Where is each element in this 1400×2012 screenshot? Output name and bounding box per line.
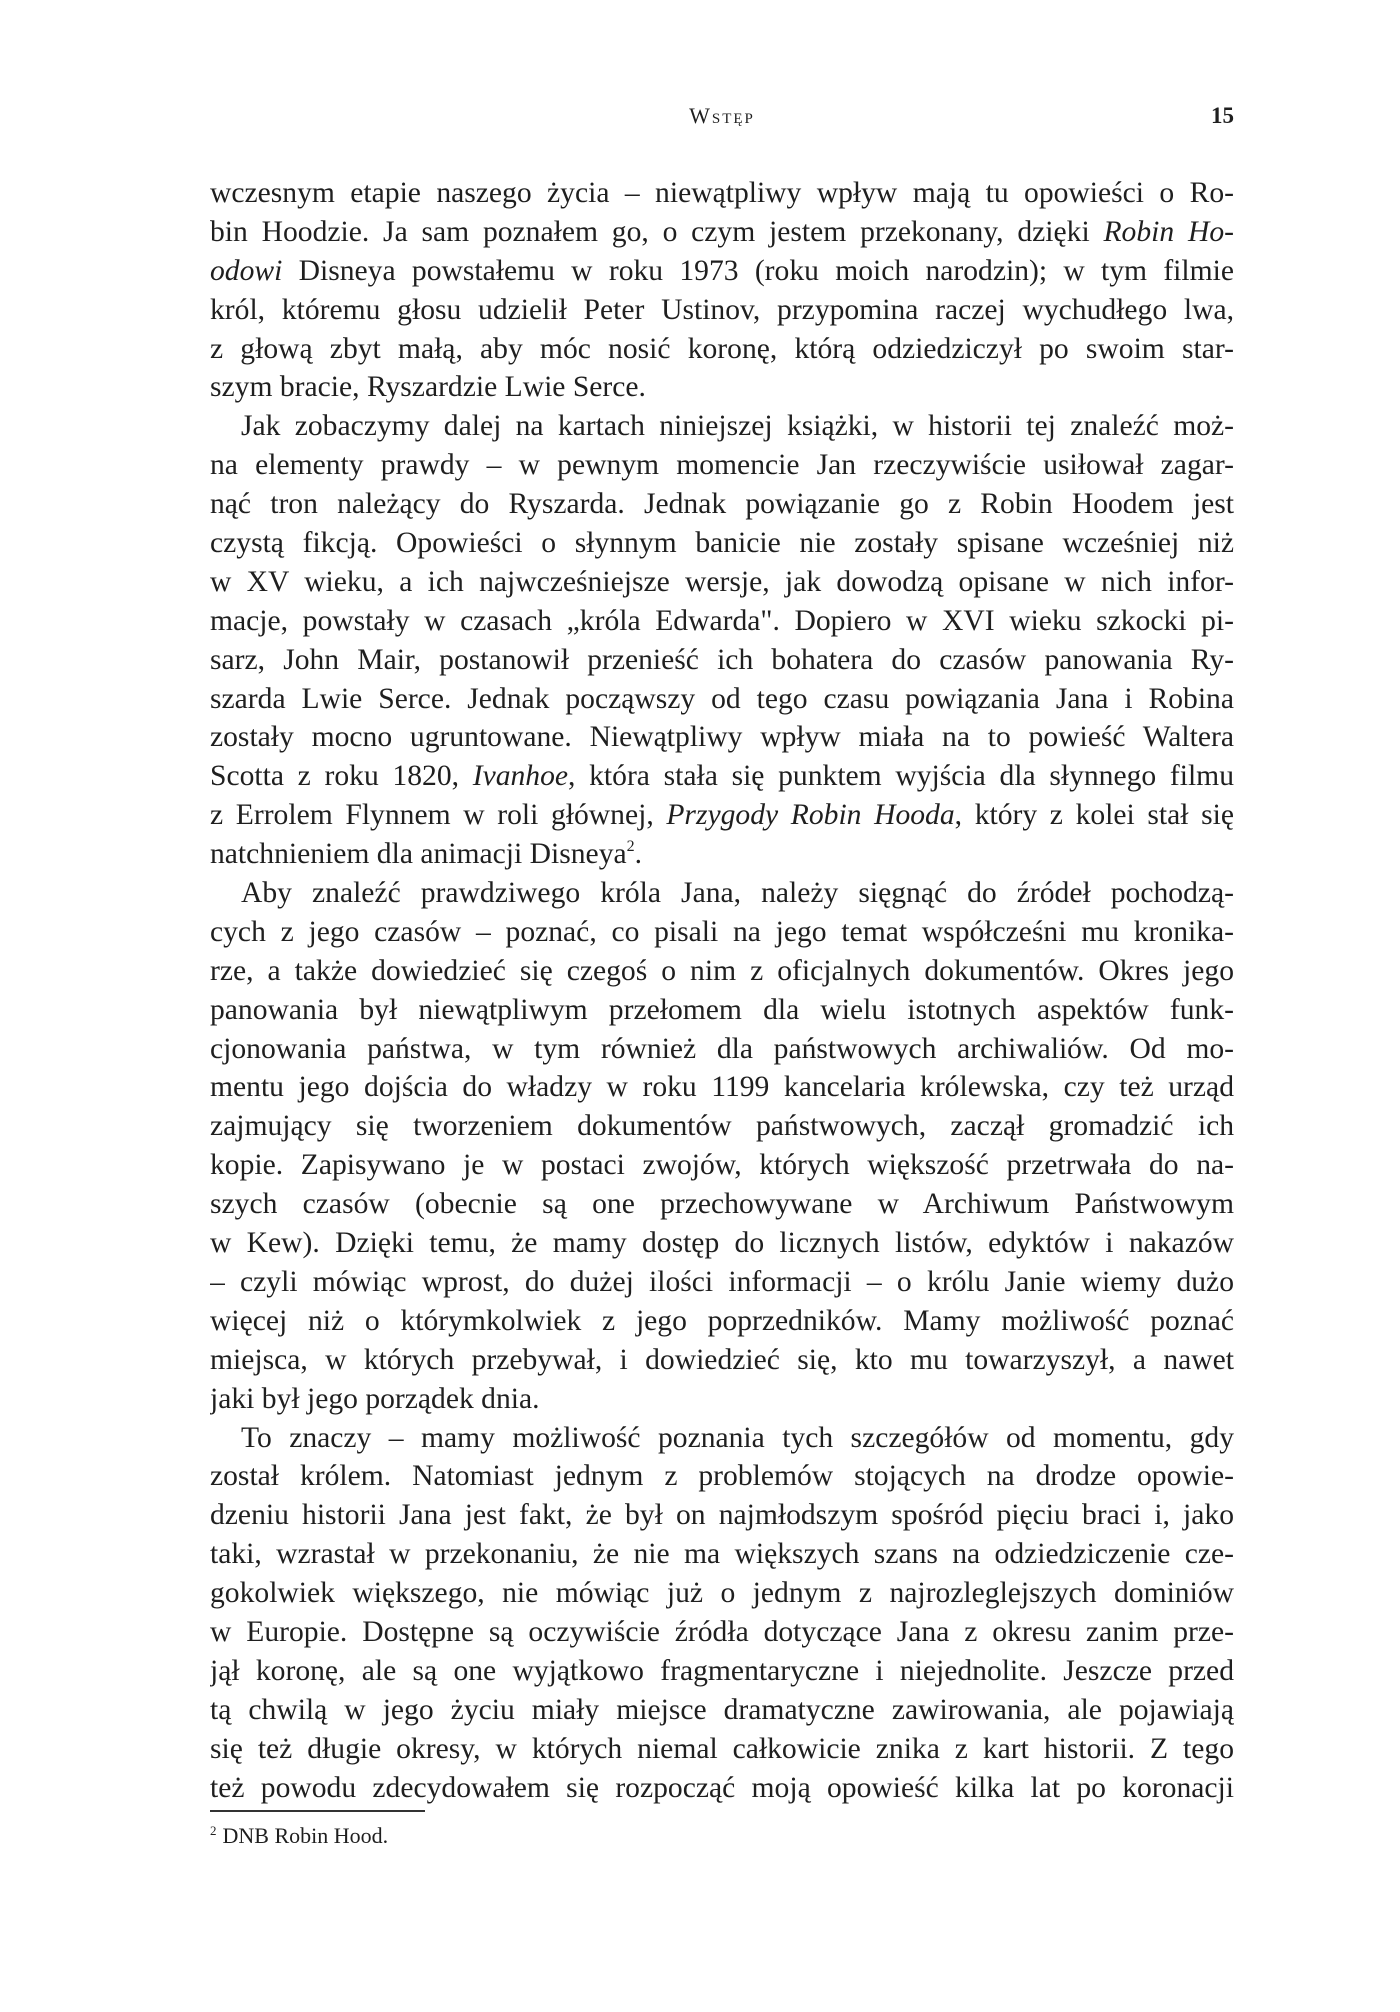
text-segment: , która stała się punktem wyjścia dla słynnego filmu bbox=[568, 760, 1234, 793]
footnote-marker: 2 bbox=[210, 1823, 217, 1838]
text-segment: mentu jego dojścia do władzy w roku 1199 kancelaria królewska, czy też urząd bbox=[210, 1071, 1234, 1104]
text-line bbox=[210, 874, 1234, 913]
text-line bbox=[210, 252, 1234, 291]
text-line bbox=[210, 1068, 1234, 1107]
text-line bbox=[210, 1457, 1234, 1496]
text-segment: To znaczy – mamy możliwość poznania tych szczegółów od momentu, gdy bbox=[241, 1421, 1234, 1454]
text-segment: się też długie okresy, w których niemal całkowicie znika z kart historii. Z tego bbox=[210, 1732, 1234, 1765]
text-line bbox=[210, 1380, 1234, 1419]
text-segment: Disneya powstałemu w roku 1973 (roku moich narodzin); w tym filmie bbox=[282, 254, 1234, 287]
text-line bbox=[210, 1146, 1234, 1185]
footnote-reference: 2 bbox=[626, 838, 635, 856]
text-line bbox=[210, 1496, 1234, 1535]
text-segment: cych z jego czasów – poznać, co pisali na jego temat współcześni mu kronika- bbox=[210, 915, 1234, 948]
text-segment: bin Hoodzie. Ja sam poznałem go, o czym jestem przekonany, dzięki bbox=[210, 215, 1104, 248]
text-line bbox=[210, 757, 1234, 796]
text-segment: tą chwilą w jego życiu miały miejsce dramatyczne zawirowania, ale pojawiają bbox=[210, 1693, 1234, 1726]
text-line bbox=[210, 291, 1234, 330]
text-segment: w Europie. Dostępne są oczywiście źródła dotyczące Jana z okresu zanim prze- bbox=[210, 1615, 1234, 1648]
text-line bbox=[210, 1652, 1234, 1691]
text-segment: Aby znaleźć prawdziwego króla Jana, należy sięgnąć do źródeł pochodzą- bbox=[241, 877, 1234, 910]
italic-text: Ivanhoe bbox=[472, 760, 569, 793]
text-segment: jął koronę, ale są one wyjątkowo fragmentaryczne i niejednolite. Jeszcze przed bbox=[210, 1654, 1234, 1687]
text-segment: na elementy prawdy – w pewnym momencie Jan rzeczywiście usiłował zagar- bbox=[210, 449, 1234, 482]
text-segment: szarda Lwie Serce. Jednak począwszy od tego czasu powiązania Jana i Robina bbox=[210, 682, 1234, 715]
text-segment: natchnieniem dla animacji Disneya bbox=[210, 838, 627, 871]
text-line bbox=[210, 991, 1234, 1030]
text-line bbox=[210, 1613, 1234, 1652]
text-line bbox=[210, 1691, 1234, 1730]
text-line bbox=[210, 952, 1234, 991]
text-line bbox=[210, 368, 1234, 407]
text-segment: w XV wieku, a ich najwcześniejsze wersje, jak dowodzą opisane w nich infor- bbox=[210, 565, 1234, 598]
text-line bbox=[210, 407, 1234, 446]
text-line bbox=[210, 446, 1234, 485]
text-segment: sarz, John Mair, postanowił przenieść ich bohatera do czasów panowania Ry- bbox=[210, 643, 1234, 676]
text-segment: Scotta z roku 1820, bbox=[210, 760, 473, 793]
running-head bbox=[210, 103, 1234, 135]
text-segment: został królem. Natomiast jednym z problemów stojących na drodze opowie- bbox=[210, 1460, 1234, 1493]
text-segment: – czyli mówiąc wprost, do dużej ilości informacji – o królu Janie wiemy dużo bbox=[210, 1265, 1234, 1298]
text-line bbox=[210, 1263, 1234, 1302]
text-segment: Jak zobaczymy dalej na kartach niniejszej książki, w historii tej znaleźć moż- bbox=[241, 410, 1234, 443]
text-segment: szym bracie, Ryszardzie Lwie Serce. bbox=[210, 371, 646, 404]
text-line bbox=[210, 796, 1234, 835]
text-segment: jaki był jego porządek dnia. bbox=[210, 1382, 540, 1415]
text-segment: zostały mocno ugruntowane. Niewątpliwy wpływ miała na to powieść Waltera bbox=[210, 721, 1234, 754]
text-line bbox=[210, 641, 1234, 680]
footnote-rule bbox=[210, 1810, 425, 1812]
text-segment: więcej niż o którymkolwiek z jego poprzedników. Mamy możliwość poznać bbox=[210, 1304, 1234, 1337]
text-line bbox=[210, 602, 1234, 641]
text-segment: też powodu zdecydowałem się rozpocząć moją opowieść kilka lat po koronacji bbox=[210, 1771, 1234, 1804]
text-line bbox=[210, 1341, 1234, 1380]
page-number: 15 bbox=[1211, 103, 1234, 128]
text-line bbox=[210, 1769, 1234, 1808]
footnote bbox=[210, 1822, 388, 1850]
text-segment: król, któremu głosu udzielił Peter Ustinov, przypomina raczej wychudłego lwa, bbox=[210, 293, 1234, 326]
text-line bbox=[210, 1185, 1234, 1224]
text-segment: panowania był niewątpliwym przełomem dla wielu istotnych aspektów funk- bbox=[210, 993, 1234, 1026]
text-line bbox=[210, 1224, 1234, 1263]
text-segment: w Kew). Dzięki temu, że mamy dostęp do licznych listów, edyktów i nakazów bbox=[210, 1227, 1234, 1260]
text-line bbox=[210, 174, 1234, 213]
text-line bbox=[210, 485, 1234, 524]
text-line bbox=[210, 1574, 1234, 1613]
text-line bbox=[210, 524, 1234, 563]
text-line bbox=[210, 1419, 1234, 1458]
text-segment: . bbox=[634, 838, 643, 871]
text-segment: szych czasów (obecnie są one przechowywane w Archiwum Państwowym bbox=[210, 1188, 1234, 1221]
text-line bbox=[210, 913, 1234, 952]
text-segment: wczesnym etapie naszego życia – niewątpliwy wpływ mają tu opowieści o Ro- bbox=[210, 177, 1234, 209]
text-line bbox=[210, 213, 1234, 252]
text-segment: , który z kolei stał się bbox=[954, 799, 1234, 832]
text-line bbox=[210, 835, 1234, 874]
italic-text: Robin Ho- bbox=[1103, 215, 1234, 248]
text-segment: dzeniu historii Jana jest fakt, że był on najmłodszym spośród pięciu braci i, jako bbox=[210, 1499, 1234, 1532]
text-segment: z głową zbyt małą, aby móc nosić koronę, którą odziedziczył po swoim star- bbox=[210, 332, 1234, 365]
text-segment: gokolwiek większego, nie mówiąc już o jednym z najrozleglejszych dominiów bbox=[210, 1577, 1234, 1610]
text-segment: czystą fikcją. Opowieści o słynnym banicie nie zostały spisane wcześniej niż bbox=[210, 527, 1234, 560]
text-segment: nąć tron należący do Ryszarda. Jednak powiązanie go z Robin Hoodem jest bbox=[210, 488, 1234, 521]
text-segment: rze, a także dowiedzieć się czegoś o nim z oficjalnych dokumentów. Okres jego bbox=[210, 954, 1234, 987]
text-segment: zajmujący się tworzeniem dokumentów państwowych, zaczął gromadzić ich bbox=[210, 1110, 1234, 1143]
text-line bbox=[210, 563, 1234, 602]
running-title: Wstęp bbox=[689, 103, 755, 128]
text-line bbox=[210, 1107, 1234, 1146]
text-line bbox=[210, 718, 1234, 757]
text-line bbox=[210, 1302, 1234, 1341]
text-segment: kopie. Zapisywano je w postaci zwojów, których większość przetrwała do na- bbox=[210, 1149, 1234, 1182]
text-segment: z Errolem Flynnem w roli głównej, bbox=[210, 799, 667, 832]
footnote-text: DNB Robin Hood. bbox=[222, 1823, 389, 1848]
italic-text: odowi bbox=[210, 254, 283, 287]
text-line bbox=[210, 680, 1234, 719]
text-segment: taki, wzrastał w przekonaniu, że nie ma większych szans na odziedziczenie cze- bbox=[210, 1538, 1234, 1571]
text-line bbox=[210, 1030, 1234, 1069]
text-line bbox=[210, 1535, 1234, 1574]
text-segment: macje, powstały w czasach „króla Edwarda". Dopiero w XVI wieku szkocki pi- bbox=[210, 604, 1234, 637]
text-segment: cjonowania państwa, w tym również dla państwowych archiwaliów. Od mo- bbox=[210, 1032, 1234, 1065]
italic-text: Przygody Robin Hooda bbox=[666, 799, 955, 832]
body-text bbox=[210, 174, 1234, 1807]
text-line bbox=[210, 1730, 1234, 1769]
text-line bbox=[210, 330, 1234, 369]
text-segment: miejsca, w których przebywał, i dowiedzieć się, kto mu towarzyszył, a nawet bbox=[210, 1343, 1234, 1376]
